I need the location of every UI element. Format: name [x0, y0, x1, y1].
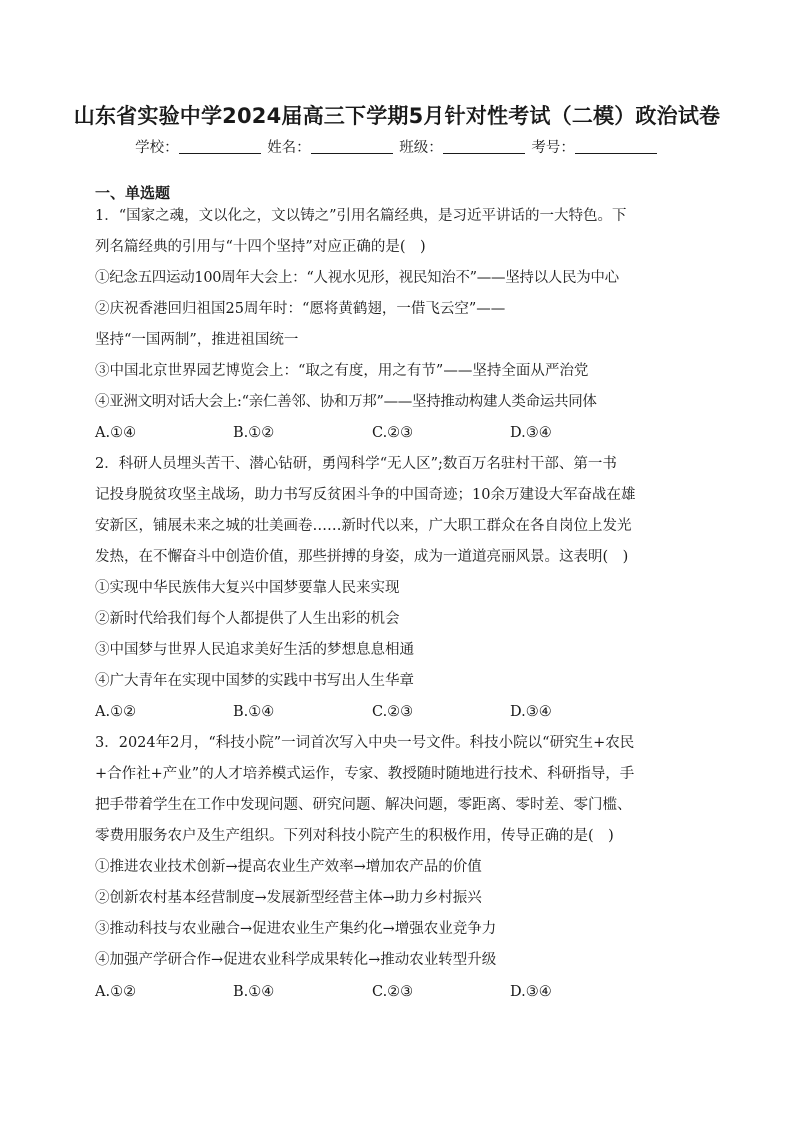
q1-statement-4: ④亚洲文明对话大会上:“亲仁善邻、协和万邦”——坚持推动构建人类命运共同体	[95, 394, 597, 410]
section-title: 一、单选题	[95, 184, 171, 202]
school-label: 学校：	[135, 140, 179, 156]
q3-option-c[interactable]: C.②③	[372, 984, 414, 1000]
q2-stem-line-2: 记投身脱贫攻坚主战场，助力书写反贫困斗争的中国奇迹；10余万建设大军奋战在雄	[95, 487, 636, 503]
q3-option-a[interactable]: A.①②	[95, 984, 137, 1000]
q3-statement-4: ④加强产学研合作→促进农业科学成果转化→推动农业转型升级	[95, 952, 497, 968]
q2-stem-line-4: 发热，在不懈奋斗中创造价值，那些拼搏的身姿，成为一道道亮丽风景。这表明( )	[95, 549, 629, 565]
q1-option-c[interactable]: C.②③	[372, 425, 414, 441]
q3-stem-line-4: 零费用服务农户及生产组织。下列对科技小院产生的积极作用，传导正确的是( )	[95, 828, 614, 844]
q2-statement-1: ①实现中华民族伟大复兴中国梦要靠人民来实现	[95, 580, 400, 596]
q1-stem-line-1: 1．“国家之魂，文以化之，文以铸之”引用名篇经典，是习近平讲话的一大特色。下	[95, 208, 627, 224]
q2-option-c[interactable]: C.②③	[372, 704, 414, 720]
number-label: 考号：	[531, 140, 575, 156]
q3-statement-3: ③推动科技与农业融合→促进农业生产集约化→增强农业竞争力	[95, 921, 497, 937]
q2-option-a[interactable]: A.①②	[95, 704, 137, 720]
q2-stem-line-1: 2．科研人员埋头苦干、潜心钻研，勇闯科学“无人区”;数百万名驻村干部、第一书	[95, 456, 617, 472]
page-title: 山东省实验中学2024届高三下学期5月针对性考试（二模）政治试卷	[73, 104, 721, 128]
q1-statement-1: ①纪念五四运动100周年大会上：“人视水见形，视民知治不”——坚持以人民为中心	[95, 270, 619, 286]
q1-statement-2-cont: 坚持“一国两制”，推进祖国统一	[95, 332, 299, 348]
q2-option-d[interactable]: D.③④	[510, 704, 552, 720]
student-info-row	[0, 136, 794, 157]
number-blank[interactable]	[575, 139, 657, 154]
name-blank[interactable]	[311, 139, 393, 154]
q3-statement-1: ①推进农业技术创新→提高农业生产效率→增加农产品的价值	[95, 859, 482, 875]
q2-statement-2: ②新时代给我们每个人都提供了人生出彩的机会	[95, 611, 400, 627]
q2-statement-4: ④广大青年在实现中国梦的实践中书写出人生华章	[95, 673, 414, 689]
q3-option-d[interactable]: D.③④	[510, 984, 552, 1000]
q1-statement-3: ③中国北京世界园艺博览会上：“取之有度，用之有节”——坚持全面从严治党	[95, 363, 589, 379]
name-label: 姓名：	[267, 140, 311, 156]
q1-statement-2: ②庆祝香港回归祖国25周年时：“愿将黄鹤翅，一借飞云空”——	[95, 301, 506, 317]
class-blank[interactable]	[443, 139, 525, 154]
q3-option-b[interactable]: B.①④	[233, 984, 275, 1000]
q2-statement-3: ③中国梦与世界人民追求美好生活的梦想息息相通	[95, 642, 414, 658]
q1-option-a[interactable]: A.①④	[95, 425, 137, 441]
q3-statement-2: ②创新农村基本经营制度→发展新型经营主体→助力乡村振兴	[95, 890, 482, 906]
q3-stem-line-1: 3．2024年2月，“科技小院”一词首次写入中央一号文件。科技小院以“研究生+农民	[95, 735, 635, 751]
q3-stem-line-2: +合作社+产业”的人才培养模式运作，专家、教授随时随地进行技术、科研指导，手	[95, 766, 635, 782]
q2-option-b[interactable]: B.①④	[233, 704, 275, 720]
class-label: 班级：	[399, 140, 443, 156]
q1-option-b[interactable]: B.①②	[233, 425, 275, 441]
q1-stem-line-2: 列名篇经典的引用与“十四个坚持”对应正确的是( )	[95, 239, 426, 255]
q2-stem-line-3: 安新区，铺展未来之城的壮美画卷……新时代以来，广大职工群众在各自岗位上发光	[95, 518, 632, 534]
q3-stem-line-3: 把手带着学生在工作中发现问题、研究问题、解决问题，零距离、零时差、零门槛、	[95, 797, 632, 813]
school-blank[interactable]	[179, 139, 261, 154]
q1-option-d[interactable]: D.③④	[510, 425, 552, 441]
